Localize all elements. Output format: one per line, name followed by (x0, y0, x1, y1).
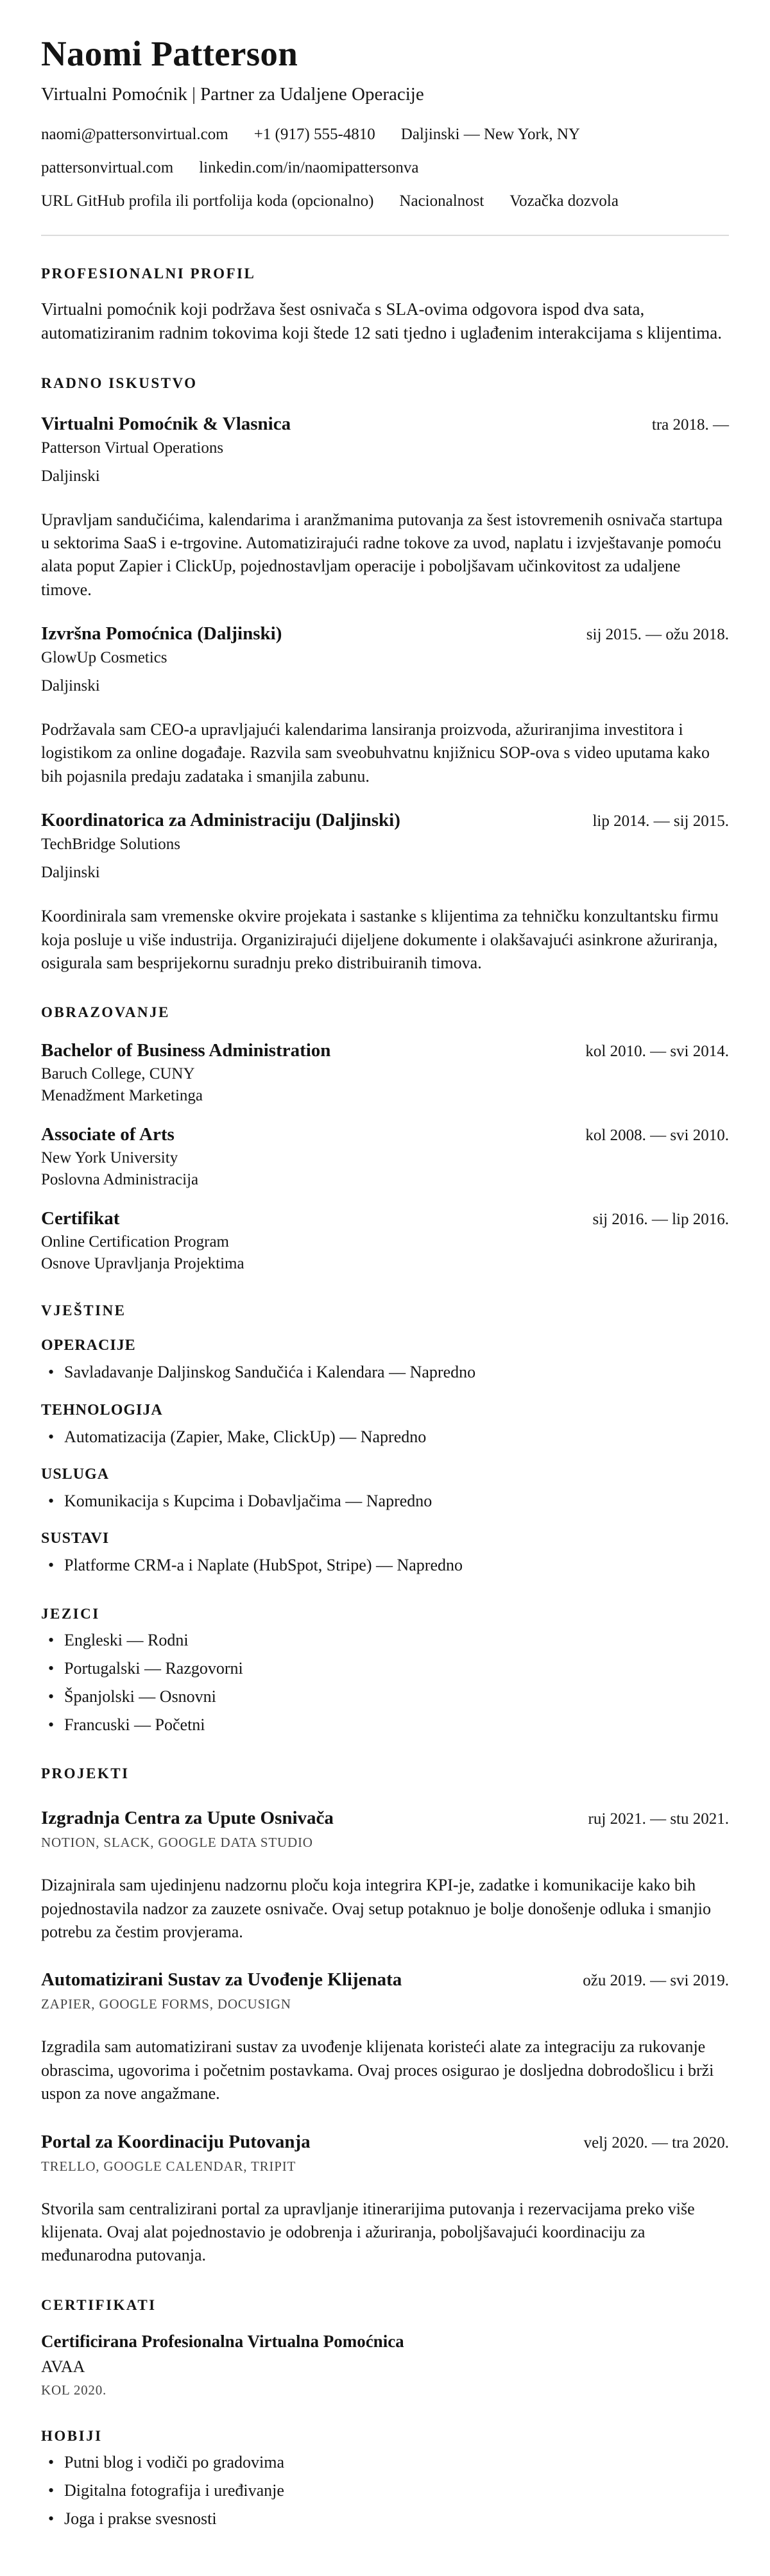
experience-entry (41, 623, 729, 788)
project-description: Dizajnirala sam ujedinjenu nadzornu ploču koja integrira KPI-je, zadatke i komunikacije kako bih pojednostavila nadzor za zauzete osnivače. Ovaj setup potaknuo je bolje donošenje odluka i smanjio potrebu za čestim provjerama. (41, 1876, 712, 1941)
project-title: Portal za Koordinaciju Putovanja (41, 2131, 311, 2152)
driving-license-label: Vozačka dozvola (509, 192, 619, 210)
job-location: Daljinski (41, 467, 100, 485)
skill-group (41, 1466, 729, 1512)
skill-group (41, 1337, 729, 1383)
skill-item: • Komunikacija s Kupcima i Dobavljačima — Napredno (41, 1490, 729, 1512)
experience-entry (41, 810, 729, 975)
job-title: Koordinatorica za Administraciju (Daljinski) (41, 810, 400, 831)
school-name: New York University (41, 1149, 178, 1167)
degree-title: Bachelor of Business Administration (41, 1040, 331, 1061)
job-description: Koordinirala sam vremenske okvire projekata i sastanke s klijentima za tehničku konzultantsku firmu koja posluje u više industrija. Organizirajući dijeljene dokumente i olakšavajući asinkrone ažuriranja, osigurala sam besprijekornu suradnju preko distribuiranih timova. (41, 907, 719, 973)
contact-row-1 (41, 126, 729, 144)
education-entry-head (41, 1040, 729, 1061)
language-list (41, 1629, 729, 1736)
school-name: Baruch College, CUNY (41, 1065, 195, 1083)
section-languages (41, 1606, 729, 1736)
headline: Virtualni Pomoćnik | Partner za Udaljene Operacije (41, 84, 424, 105)
location-text: Daljinski — New York, NY (400, 126, 580, 143)
language-item: • Španjolski — Osnovni (41, 1685, 729, 1708)
website-url: pattersonvirtual.com (41, 159, 174, 176)
profile-text: Virtualni pomoćnik koji podržava šest osnivača s SLA-ovima odgovora ispod dva sata, automatiziranim radnim tokovima koji štede 12 sati tjedno i uglađenim interakcijama s klijentima. (41, 299, 722, 343)
company-name: TechBridge Solutions (41, 836, 180, 854)
certificates-heading: CERTIFIKATI (41, 2296, 157, 2313)
project-entry-head (41, 1808, 729, 1829)
project-title: Izgradnja Centra za Upute Osnivača (41, 1808, 334, 1829)
project-entry (41, 1808, 729, 1944)
hobbies-heading: HOBIJI (41, 2427, 103, 2444)
contact-row-2 (41, 159, 729, 177)
field-of-study: Poslovna Administracija (41, 1171, 199, 1189)
job-description: Upravljam sandučićima, kalendarima i aranžmanima putovanja za šest istovremenih osnivača startupa u sektorima SaaS i e-trgovine. Automatizirajući radne tokove za uvod, naplatu i izvještavanje pomoću alata poput Zapier i ClickUp, pojednostavljam operacije i poboljšavam učinkovitost za udaljene timove. (41, 510, 723, 599)
project-description: Izgradila sam automatizirani sustav za uvođenje klijenata koristeći alate za integraciju za rukovanje obrascima, ugovorima i početnim postavkama. Ovaj proces osigurao je dosljedna dobrodošlicu i brži uspon za nove angažmane. (41, 2037, 714, 2103)
education-dates: kol 2010. — svi 2014. (585, 1043, 729, 1061)
hobby-item: • Digitalna fotografija i uređivanje (41, 2479, 729, 2502)
school-name: Online Certification Program (41, 1233, 229, 1251)
company-name: Patterson Virtual Operations (41, 439, 224, 457)
degree-title: Certifikat (41, 1208, 120, 1229)
certificate-entry (41, 2332, 729, 2398)
skill-list (41, 1554, 729, 1576)
skill-group-label: USLUGA (41, 1465, 110, 1483)
project-title: Automatizirani Sustav za Uvođenje Klijenata (41, 1969, 402, 1991)
certificate-name: Certificirana Profesionalna Virtualna Pomoćnica (41, 2331, 404, 2351)
languages-heading: JEZICI (41, 1605, 100, 1622)
language-item: • Portugalski — Razgovorni (41, 1657, 729, 1679)
project-tools: TRELLO, GOOGLE CALENDAR, TRIPIT (41, 2158, 296, 2174)
section-hobbies (41, 2428, 729, 2530)
job-description: Podržavala sam CEO-a upravljajući kalendarima lansiranja proizvoda, ažuriranjima investitora i logistikom za online događaje. Razvila sam sveobuhvatnu knjižnicu SOP-ova s video uputama kako bih pojasnila predaju zadataka i smanjila zabunu. (41, 720, 710, 786)
education-entry (41, 1040, 729, 1105)
projects-heading: PROJEKTI (41, 1765, 130, 1782)
email-address: naomi@pattersonvirtual.com (41, 126, 228, 143)
skill-item: • Automatizacija (Zapier, Make, ClickUp) — Napredno (41, 1426, 729, 1448)
experience-entry (41, 414, 729, 602)
resume-header (41, 33, 729, 210)
hobby-item: • Joga i prakse svesnosti (41, 2507, 729, 2530)
section-education (41, 1004, 729, 1273)
section-profile (41, 265, 729, 346)
certificate-issuer: AVAA (41, 2357, 85, 2376)
field-of-study: Menadžment Marketinga (41, 1087, 203, 1105)
degree-title: Associate of Arts (41, 1124, 175, 1145)
experience-entry-head (41, 623, 729, 644)
phone-number: +1 (917) 555-4810 (253, 126, 375, 143)
job-dates: tra 2018. — (651, 416, 729, 434)
skill-group (41, 1530, 729, 1576)
project-dates: ožu 2019. — svi 2019. (583, 1972, 729, 1990)
experience-entry-head (41, 810, 729, 831)
education-dates: sij 2016. — lip 2016. (592, 1211, 729, 1229)
skills-heading: VJEŠTINE (41, 1302, 126, 1319)
section-experience (41, 375, 729, 975)
skill-group (41, 1402, 729, 1448)
hobby-item: • Putni blog i vodiči po gradovima (41, 2451, 729, 2473)
profile-heading: PROFESIONALNI PROFIL (41, 265, 256, 282)
skill-list (41, 1490, 729, 1512)
project-entry (41, 2132, 729, 2268)
job-location: Daljinski (41, 677, 100, 695)
skill-group-label: TEHNOLOGIJA (41, 1401, 163, 1418)
header-divider (41, 235, 729, 236)
education-dates: kol 2008. — svi 2010. (585, 1127, 729, 1145)
project-entry-head (41, 1969, 729, 1991)
skill-group-label: SUSTAVI (41, 1529, 110, 1547)
language-item: • Francuski — Početni (41, 1713, 729, 1736)
nationality-label: Nacionalnost (399, 192, 484, 210)
certificate-date: KOL 2020. (41, 2382, 107, 2398)
section-certificates (41, 2297, 729, 2398)
education-entry (41, 1208, 729, 1273)
job-title: Izvršna Pomoćnica (Daljinski) (41, 623, 282, 644)
section-skills (41, 1302, 729, 1576)
person-name: Naomi Patterson (41, 34, 298, 73)
github-placeholder: URL GitHub profila ili portfolija koda (opcionalno) (41, 192, 374, 210)
education-heading: OBRAZOVANJE (41, 1004, 170, 1021)
job-dates: lip 2014. — sij 2015. (592, 812, 729, 830)
project-tools: ZAPIER, GOOGLE FORMS, DOCUSIGN (41, 1996, 291, 2012)
skill-list (41, 1361, 729, 1383)
job-location: Daljinski (41, 864, 100, 882)
section-projects (41, 1765, 729, 2268)
education-entry (41, 1124, 729, 1189)
skill-item: • Savladavanje Daljinskog Sandučića i Kalendara — Napredno (41, 1361, 729, 1383)
skill-item: • Platforme CRM-a i Naplate (HubSpot, Stripe) — Napredno (41, 1554, 729, 1576)
job-dates: sij 2015. — ožu 2018. (586, 626, 729, 644)
project-dates: ruj 2021. — stu 2021. (588, 1810, 729, 1828)
project-entry-head (41, 2132, 729, 2153)
field-of-study: Osnove Upravljanja Projektima (41, 1255, 244, 1273)
skill-list (41, 1426, 729, 1448)
project-tools: NOTION, SLACK, GOOGLE DATA STUDIO (41, 1835, 313, 1851)
job-title: Virtualni Pomoćnik & Vlasnica (41, 413, 291, 434)
project-description: Stvorila sam centralizirani portal za upravljanje itinerarijima putovanja i rezervacijama preko više klijenata. Ovaj alat pojednostavio je odobrenja i ažuriranja, poboljšavajući koordinaciju za međunarodna putovanja. (41, 2199, 695, 2265)
linkedin-url: linkedin.com/in/naomipattersonva (199, 159, 419, 176)
experience-heading: RADNO ISKUSTVO (41, 375, 198, 391)
education-entry-head (41, 1208, 729, 1229)
language-item: • Engleski — Rodni (41, 1629, 729, 1651)
hobby-list (41, 2451, 729, 2530)
experience-entry-head (41, 414, 729, 435)
skill-group-label: OPERACIJE (41, 1337, 136, 1354)
contact-row-3 (41, 192, 729, 210)
project-entry (41, 1969, 729, 2105)
project-dates: velj 2020. — tra 2020. (583, 2134, 729, 2151)
education-entry-head (41, 1124, 729, 1145)
company-name: GlowUp Cosmetics (41, 649, 167, 667)
